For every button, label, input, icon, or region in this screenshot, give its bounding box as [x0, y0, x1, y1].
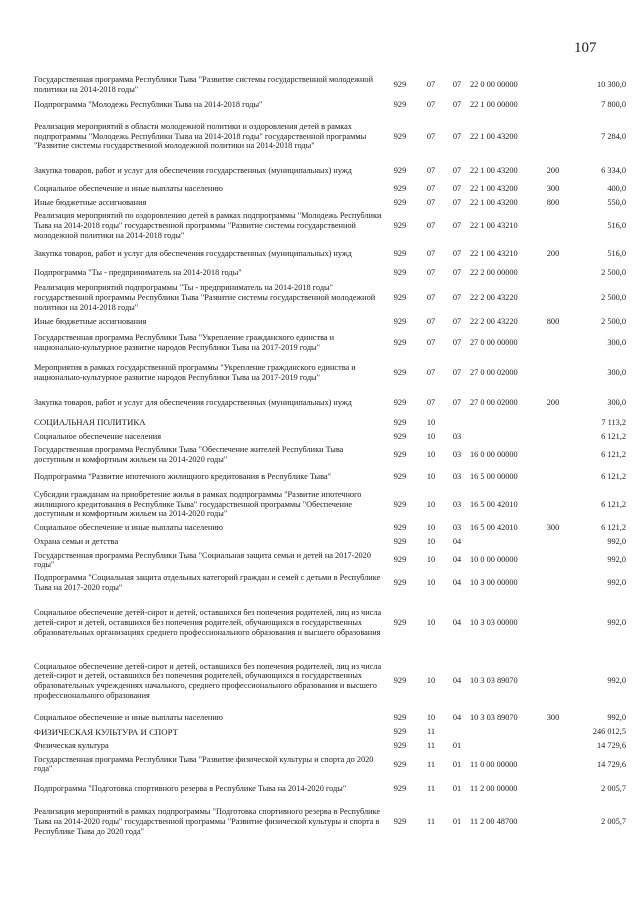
row-name: Подпрограмма "Молодежь Республики Тыва на 2014-2018 годы"	[34, 100, 263, 110]
row-section-code: 10	[426, 578, 436, 588]
row-ministry-code: 929	[393, 431, 407, 441]
table-row	[34, 209, 626, 242]
row-expense-type-code	[540, 535, 566, 549]
row-section-code: 10	[426, 555, 436, 565]
row-section-code: 07	[426, 165, 436, 175]
row-name: Физическая культура	[34, 741, 109, 751]
row-subsection-code: 07	[452, 165, 462, 175]
row-name: Государственная программа Республики Тыва "Социальная защита семьи и детей на 2017-2020 годы"	[34, 550, 371, 570]
row-subsection-code: 01	[452, 741, 462, 751]
row-subsection-code: 04	[452, 617, 462, 627]
row-section-code: 07	[426, 368, 436, 378]
row-amount: 2 500,0	[601, 293, 626, 303]
row-section-code: 07	[426, 337, 436, 347]
table-row	[34, 535, 626, 549]
row-ministry-code: 929	[393, 741, 407, 751]
row-name: Государственная программа Республики Тыва "Развитие физической культуры и спорта до 2020 года"	[34, 754, 374, 774]
row-ministry-code: 929	[393, 131, 407, 141]
table-row	[34, 415, 626, 429]
row-name: ФИЗИЧЕСКАЯ КУЛЬТУРА И СПОРТ	[34, 727, 179, 737]
row-ministry-code: 929	[393, 183, 407, 193]
row-section-code: 07	[426, 397, 436, 407]
row-target-article-code: 22 1 00 43200	[470, 165, 518, 175]
row-expense-type-code	[540, 328, 566, 356]
row-amount: 2 500,0	[601, 268, 626, 278]
row-name: Закупка товаров, работ и услуг для обеспечения государственных (муниципальных) нужд	[34, 248, 352, 258]
row-ministry-code: 929	[393, 499, 407, 509]
row-subsection-code: 04	[452, 713, 462, 723]
table-row	[34, 242, 626, 264]
row-target-article-code: 22 2 00 43220	[470, 316, 518, 326]
row-amount: 992,0	[607, 676, 626, 686]
row-ministry-code: 929	[393, 397, 407, 407]
row-amount: 300,0	[607, 337, 626, 347]
row-ministry-code: 929	[393, 537, 407, 547]
row-target-article-code: 27 0 00 00000	[470, 337, 518, 347]
row-subsection-code: 07	[452, 248, 462, 258]
table-row	[34, 739, 626, 753]
row-subsection-code: 07	[452, 268, 462, 278]
row-expense-type-code: 300	[546, 183, 560, 193]
row-expense-type-code	[540, 429, 566, 443]
row-target-article-code: 10 3 00 00000	[470, 578, 518, 588]
row-name: Реализация мероприятий в области молодежной политики и оздоровления детей в рамках подпрограммы "Молодежь Республики Тыва на 2014-2018 годы" государственной программы "Развитие системы государственной молодежной политики на 2014-2018 годы"	[34, 121, 367, 151]
row-subsection-code: 07	[452, 221, 462, 231]
row-expense-type-code: 200	[546, 248, 560, 258]
row-name: Иные бюджетные ассигнования	[34, 316, 147, 326]
row-amount: 992,0	[607, 617, 626, 627]
row-ministry-code: 929	[393, 783, 407, 793]
row-subsection-code: 07	[452, 197, 462, 207]
row-section-code: 07	[426, 316, 436, 326]
row-subsection-code: 07	[452, 79, 462, 89]
row-expense-type-code	[540, 209, 566, 242]
row-amount: 7 284,0	[601, 131, 626, 141]
row-name: Закупка товаров, работ и услуг для обеспечения государственных (муниципальных) нужд	[34, 397, 352, 407]
row-amount: 2 005,7	[601, 783, 626, 793]
row-name: Иные бюджетные ассигнования	[34, 197, 147, 207]
row-name: СОЦИАЛЬНАЯ ПОЛИТИКА	[34, 417, 146, 428]
row-target-article-code: 22 1 00 43210	[470, 248, 518, 258]
row-section-code: 07	[426, 79, 436, 89]
row-target-article-code	[470, 429, 540, 443]
row-ministry-code: 929	[393, 221, 407, 231]
row-name: Субсидии гражданам на приобретение жилья в рамках подпрограммы "Развитие ипотечного жилищного кредитования в Республике Тыва" государственной программы "Обеспечение доступным и комфортным жильем на 2014-2020 годы"	[34, 489, 362, 519]
table-row	[34, 314, 626, 328]
row-amount: 6 334,0	[601, 165, 626, 175]
row-section-code: 10	[426, 523, 436, 533]
row-subsection-code: 03	[452, 523, 462, 533]
row-amount: 14 729,6	[596, 759, 626, 769]
row-expense-type-code: 300	[546, 713, 560, 723]
table-row	[34, 356, 626, 389]
row-amount: 6 121,2	[601, 431, 626, 441]
table-row	[34, 159, 626, 181]
row-expense-type-code	[540, 651, 566, 711]
row-amount: 7 113,2	[601, 417, 626, 427]
row-expense-type-code	[540, 96, 566, 113]
row-expense-type-code: 200	[546, 397, 560, 407]
row-ministry-code: 929	[393, 449, 407, 459]
row-amount: 992,0	[607, 578, 626, 588]
row-section-code: 10	[426, 449, 436, 459]
row-ministry-code: 929	[393, 578, 407, 588]
row-amount: 246 012,5	[592, 727, 626, 737]
row-amount: 7 800,0	[601, 100, 626, 110]
row-ministry-code: 929	[393, 316, 407, 326]
row-expense-type-code	[540, 415, 566, 429]
row-section-code: 07	[426, 131, 436, 141]
row-name: Социальное обеспечение детей-сирот и детей, оставшихся без попечения родителей, лиц из числа детей-сирот и детей, оставшихся без попечения родителей, обучающихся в государственных образовательных организациях среднего профессионального образования и высшего образования	[34, 608, 382, 637]
table-row	[34, 181, 626, 195]
row-section-code: 07	[426, 268, 436, 278]
row-expense-type-code	[540, 753, 566, 776]
row-subsection-code: 04	[452, 578, 462, 588]
table-row	[34, 466, 626, 488]
row-amount: 992,0	[607, 537, 626, 547]
row-ministry-code: 929	[393, 759, 407, 769]
row-target-article-code: 16 0 00 00000	[470, 449, 518, 459]
row-expense-type-code	[540, 571, 566, 594]
row-amount: 992,0	[607, 713, 626, 723]
row-section-code: 10	[426, 472, 436, 482]
row-amount: 2 005,7	[601, 816, 626, 826]
table-row	[34, 281, 626, 314]
row-target-article-code	[470, 415, 540, 429]
table-row	[34, 96, 626, 113]
row-amount: 6 121,2	[601, 449, 626, 459]
row-subsection-code: 03	[452, 499, 462, 509]
row-subsection-code: 04	[452, 555, 462, 565]
row-ministry-code: 929	[393, 676, 407, 686]
row-expense-type-code	[540, 775, 566, 801]
row-expense-type-code	[540, 264, 566, 281]
row-amount: 2 500,0	[601, 316, 626, 326]
row-target-article-code: 10 3 03 00000	[470, 617, 518, 627]
row-section-code: 07	[426, 100, 436, 110]
row-section-code: 07	[426, 221, 436, 231]
row-section-code: 11	[427, 816, 435, 826]
row-section-code: 10	[426, 713, 436, 723]
row-ministry-code: 929	[393, 197, 407, 207]
table-row	[34, 389, 626, 415]
row-amount: 6 121,2	[601, 523, 626, 533]
row-name: Реализация мероприятий по оздоровлению детей в рамках подпрограммы "Молодежь Республики Тыва на 2014-2018 годы" государственной программы "Развитие системы государственной молодежной политики на 2014-2018 годы"	[34, 211, 382, 240]
row-name: Подпрограмма "Ты - предприниматель на 2014-2018 годы"	[34, 268, 242, 278]
row-expense-type-code	[540, 72, 566, 96]
row-target-article-code: 16 5 00 00000	[470, 472, 518, 482]
row-target-article-code: 11 2 00 00000	[470, 783, 518, 793]
row-subsection-code: 07	[452, 337, 462, 347]
row-name: Подпрограмма "Подготовка спортивного резерва в Республике Тыва на 2014-2020 годы"	[34, 783, 347, 793]
row-expense-type-code	[540, 356, 566, 389]
row-ministry-code: 929	[393, 248, 407, 258]
row-subsection-code: 07	[452, 183, 462, 193]
row-subsection-code: 07	[452, 131, 462, 141]
row-section-code: 07	[426, 183, 436, 193]
row-target-article-code: 11 0 00 00000	[470, 759, 518, 769]
row-subsection-code: 03	[452, 449, 462, 459]
table-row	[34, 549, 626, 572]
row-target-article-code: 22 2 00 43220	[470, 293, 518, 303]
row-subsection-code: 07	[452, 368, 462, 378]
row-name: Реализация мероприятий в рамках подпрограммы "Подготовка спортивного резерва в Республике Тыва на 2014-2020 годы" государственной программы "Развитие физической культуры и спорта в Республике Тыва до 2020 года"	[34, 807, 381, 836]
table-row	[34, 113, 626, 159]
row-name: Закупка товаров, работ и услуг для обеспечения государственных (муниципальных) нужд	[34, 165, 352, 175]
row-ministry-code: 929	[393, 555, 407, 565]
row-section-code: 10	[426, 537, 436, 547]
row-target-article-code: 22 2 00 00000	[470, 268, 518, 278]
row-subsection-code: 07	[452, 100, 462, 110]
row-expense-type-code: 200	[546, 165, 560, 175]
table-row	[34, 711, 626, 725]
row-target-article-code: 22 1 00 43200	[470, 131, 518, 141]
row-target-article-code: 11 2 00 48700	[470, 816, 518, 826]
row-amount: 516,0	[607, 248, 626, 258]
row-subsection-code: 04	[452, 537, 462, 547]
row-target-article-code	[470, 535, 540, 549]
table-row	[34, 521, 626, 535]
row-expense-type-code	[540, 594, 566, 651]
row-section-code: 10	[426, 617, 436, 627]
row-amount: 300,0	[607, 368, 626, 378]
row-ministry-code: 929	[393, 472, 407, 482]
row-amount: 550,0	[607, 197, 626, 207]
row-name: Социальное обеспечение и иные выплаты населению	[34, 713, 223, 723]
row-target-article-code: 22 1 00 43200	[470, 197, 518, 207]
row-amount: 300,0	[607, 397, 626, 407]
row-target-article-code: 16 5 00 42010	[470, 499, 518, 509]
row-target-article-code: 22 1 00 00000	[470, 100, 518, 110]
row-ministry-code: 929	[393, 79, 407, 89]
row-subsection-code: 03	[452, 472, 462, 482]
row-amount: 992,0	[607, 555, 626, 565]
table-row	[34, 328, 626, 356]
row-target-article-code: 10 0 00 00000	[470, 555, 518, 565]
row-ministry-code: 929	[393, 816, 407, 826]
row-name: Государственная программа Республики Тыва "Развитие системы государственной молодежной политики на 2014-2018 годы"	[34, 74, 374, 94]
row-expense-type-code	[540, 113, 566, 159]
row-subsection-code: 07	[452, 316, 462, 326]
row-name: Реализация мероприятий подпрограммы "Ты - предприниматель на 2014-2018 годы" государственной программы Республики Тыва "Развитие системы государственной молодежной политики на 2014-2018 годы"	[34, 283, 376, 312]
row-name: Подпрограмма "Социальная защита отдельных категорий граждан и семей с детьми в Республике Тыва на 2017-2020 годы"	[34, 573, 381, 592]
row-subsection-code: 04	[452, 676, 462, 686]
row-section-code: 11	[427, 727, 435, 737]
row-section-code: 10	[426, 499, 436, 509]
row-expense-type-code: 800	[546, 316, 560, 326]
row-subsection-code: 07	[452, 293, 462, 303]
table-row	[34, 72, 626, 96]
row-target-article-code	[470, 725, 540, 739]
row-target-article-code: 22 1 00 43210	[470, 221, 518, 231]
row-ministry-code: 929	[393, 617, 407, 627]
row-expense-type-code	[540, 549, 566, 572]
row-ministry-code: 929	[393, 337, 407, 347]
row-expense-type-code: 800	[546, 197, 560, 207]
budget-table	[34, 72, 626, 841]
table-row	[34, 753, 626, 776]
row-target-article-code	[470, 739, 540, 753]
row-target-article-code: 22 1 00 43200	[470, 183, 518, 193]
row-name: Социальное обеспечение детей-сирот и детей, оставшихся без попечения родителей, лиц из числа детей-сирот и детей, оставшихся без попечения родителей, обучающихся в государственных образовательных учреждениях начального, среднего профессионального образования и высшего профессионального образования	[34, 661, 382, 700]
row-name: Социальное обеспечение и иные выплаты населению	[34, 183, 223, 193]
row-subsection-code: 03	[452, 431, 462, 441]
row-amount: 6 121,2	[601, 472, 626, 482]
row-expense-type-code	[540, 725, 566, 739]
row-target-article-code: 10 3 03 89070	[470, 713, 518, 723]
row-expense-type-code: 300	[546, 523, 560, 533]
row-target-article-code: 22 0 00 00000	[470, 79, 518, 89]
table-row	[34, 264, 626, 281]
row-section-code: 10	[426, 676, 436, 686]
row-expense-type-code	[540, 466, 566, 488]
row-ministry-code: 929	[393, 713, 407, 723]
row-ministry-code: 929	[393, 268, 407, 278]
row-target-article-code: 27 0 00 02000	[470, 368, 518, 378]
row-expense-type-code	[540, 739, 566, 753]
row-target-article-code: 16 5 00 42010	[470, 523, 518, 533]
row-subsection-code	[444, 415, 470, 429]
row-subsection-code: 01	[452, 816, 462, 826]
table-row	[34, 725, 626, 739]
row-name: Охрана семьи и детства	[34, 537, 119, 547]
row-ministry-code: 929	[393, 368, 407, 378]
row-name: Мероприятия в рамках государственной программы "Укрепление гражданского единства и национально-культурное развитие народов Республики Тыва на 2017-2019 годы"	[34, 363, 356, 382]
table-row	[34, 801, 626, 841]
table-row	[34, 594, 626, 651]
row-expense-type-code	[540, 801, 566, 841]
row-target-article-code: 10 3 03 89070	[470, 676, 518, 686]
row-amount: 6 121,2	[601, 499, 626, 509]
table-row	[34, 429, 626, 443]
row-ministry-code: 929	[393, 165, 407, 175]
table-row	[34, 775, 626, 801]
row-section-code: 07	[426, 248, 436, 258]
table-row	[34, 443, 626, 466]
row-section-code: 07	[426, 293, 436, 303]
row-name: Государственная программа Республики Тыва "Укрепление гражданского единства и национально-культурное развитие народов Республики Тыва на 2017-2019 годы"	[34, 332, 335, 352]
row-section-code: 11	[427, 759, 435, 769]
row-ministry-code: 929	[393, 100, 407, 110]
row-amount: 14 729,6	[596, 741, 626, 751]
row-expense-type-code	[540, 443, 566, 466]
row-section-code: 10	[426, 431, 436, 441]
table-row	[34, 488, 626, 521]
row-amount: 516,0	[607, 221, 626, 231]
row-section-code: 11	[427, 783, 435, 793]
row-expense-type-code	[540, 488, 566, 521]
row-ministry-code: 929	[393, 523, 407, 533]
row-name: Социальное обеспечение населения	[34, 431, 162, 441]
row-expense-type-code	[540, 281, 566, 314]
row-amount: 400,0	[607, 183, 626, 193]
row-name: Социальное обеспечение и иные выплаты населению	[34, 523, 223, 533]
page-number: 107	[574, 40, 597, 56]
row-amount: 10 300,0	[596, 79, 626, 89]
row-name: Государственная программа Республики Тыва "Обеспечение жителей Республики Тыва доступным и комфортным жильем на 2014-2020 годы"	[34, 445, 344, 464]
row-section-code: 10	[426, 417, 436, 427]
row-ministry-code: 929	[393, 293, 407, 303]
table-row	[34, 195, 626, 209]
row-target-article-code: 27 0 00 02000	[470, 397, 518, 407]
row-ministry-code: 929	[393, 417, 407, 427]
row-ministry-code: 929	[393, 727, 407, 737]
row-subsection-code: 07	[452, 397, 462, 407]
table-row	[34, 651, 626, 711]
row-subsection-code: 01	[452, 759, 462, 769]
row-section-code: 11	[427, 741, 435, 751]
row-subsection-code: 01	[452, 783, 462, 793]
row-section-code: 07	[426, 197, 436, 207]
table-row	[34, 571, 626, 594]
row-subsection-code	[444, 725, 470, 739]
row-name: Подпрограмма "Развитие ипотечного жилищного кредитования в Республике Тыва"	[34, 472, 331, 482]
